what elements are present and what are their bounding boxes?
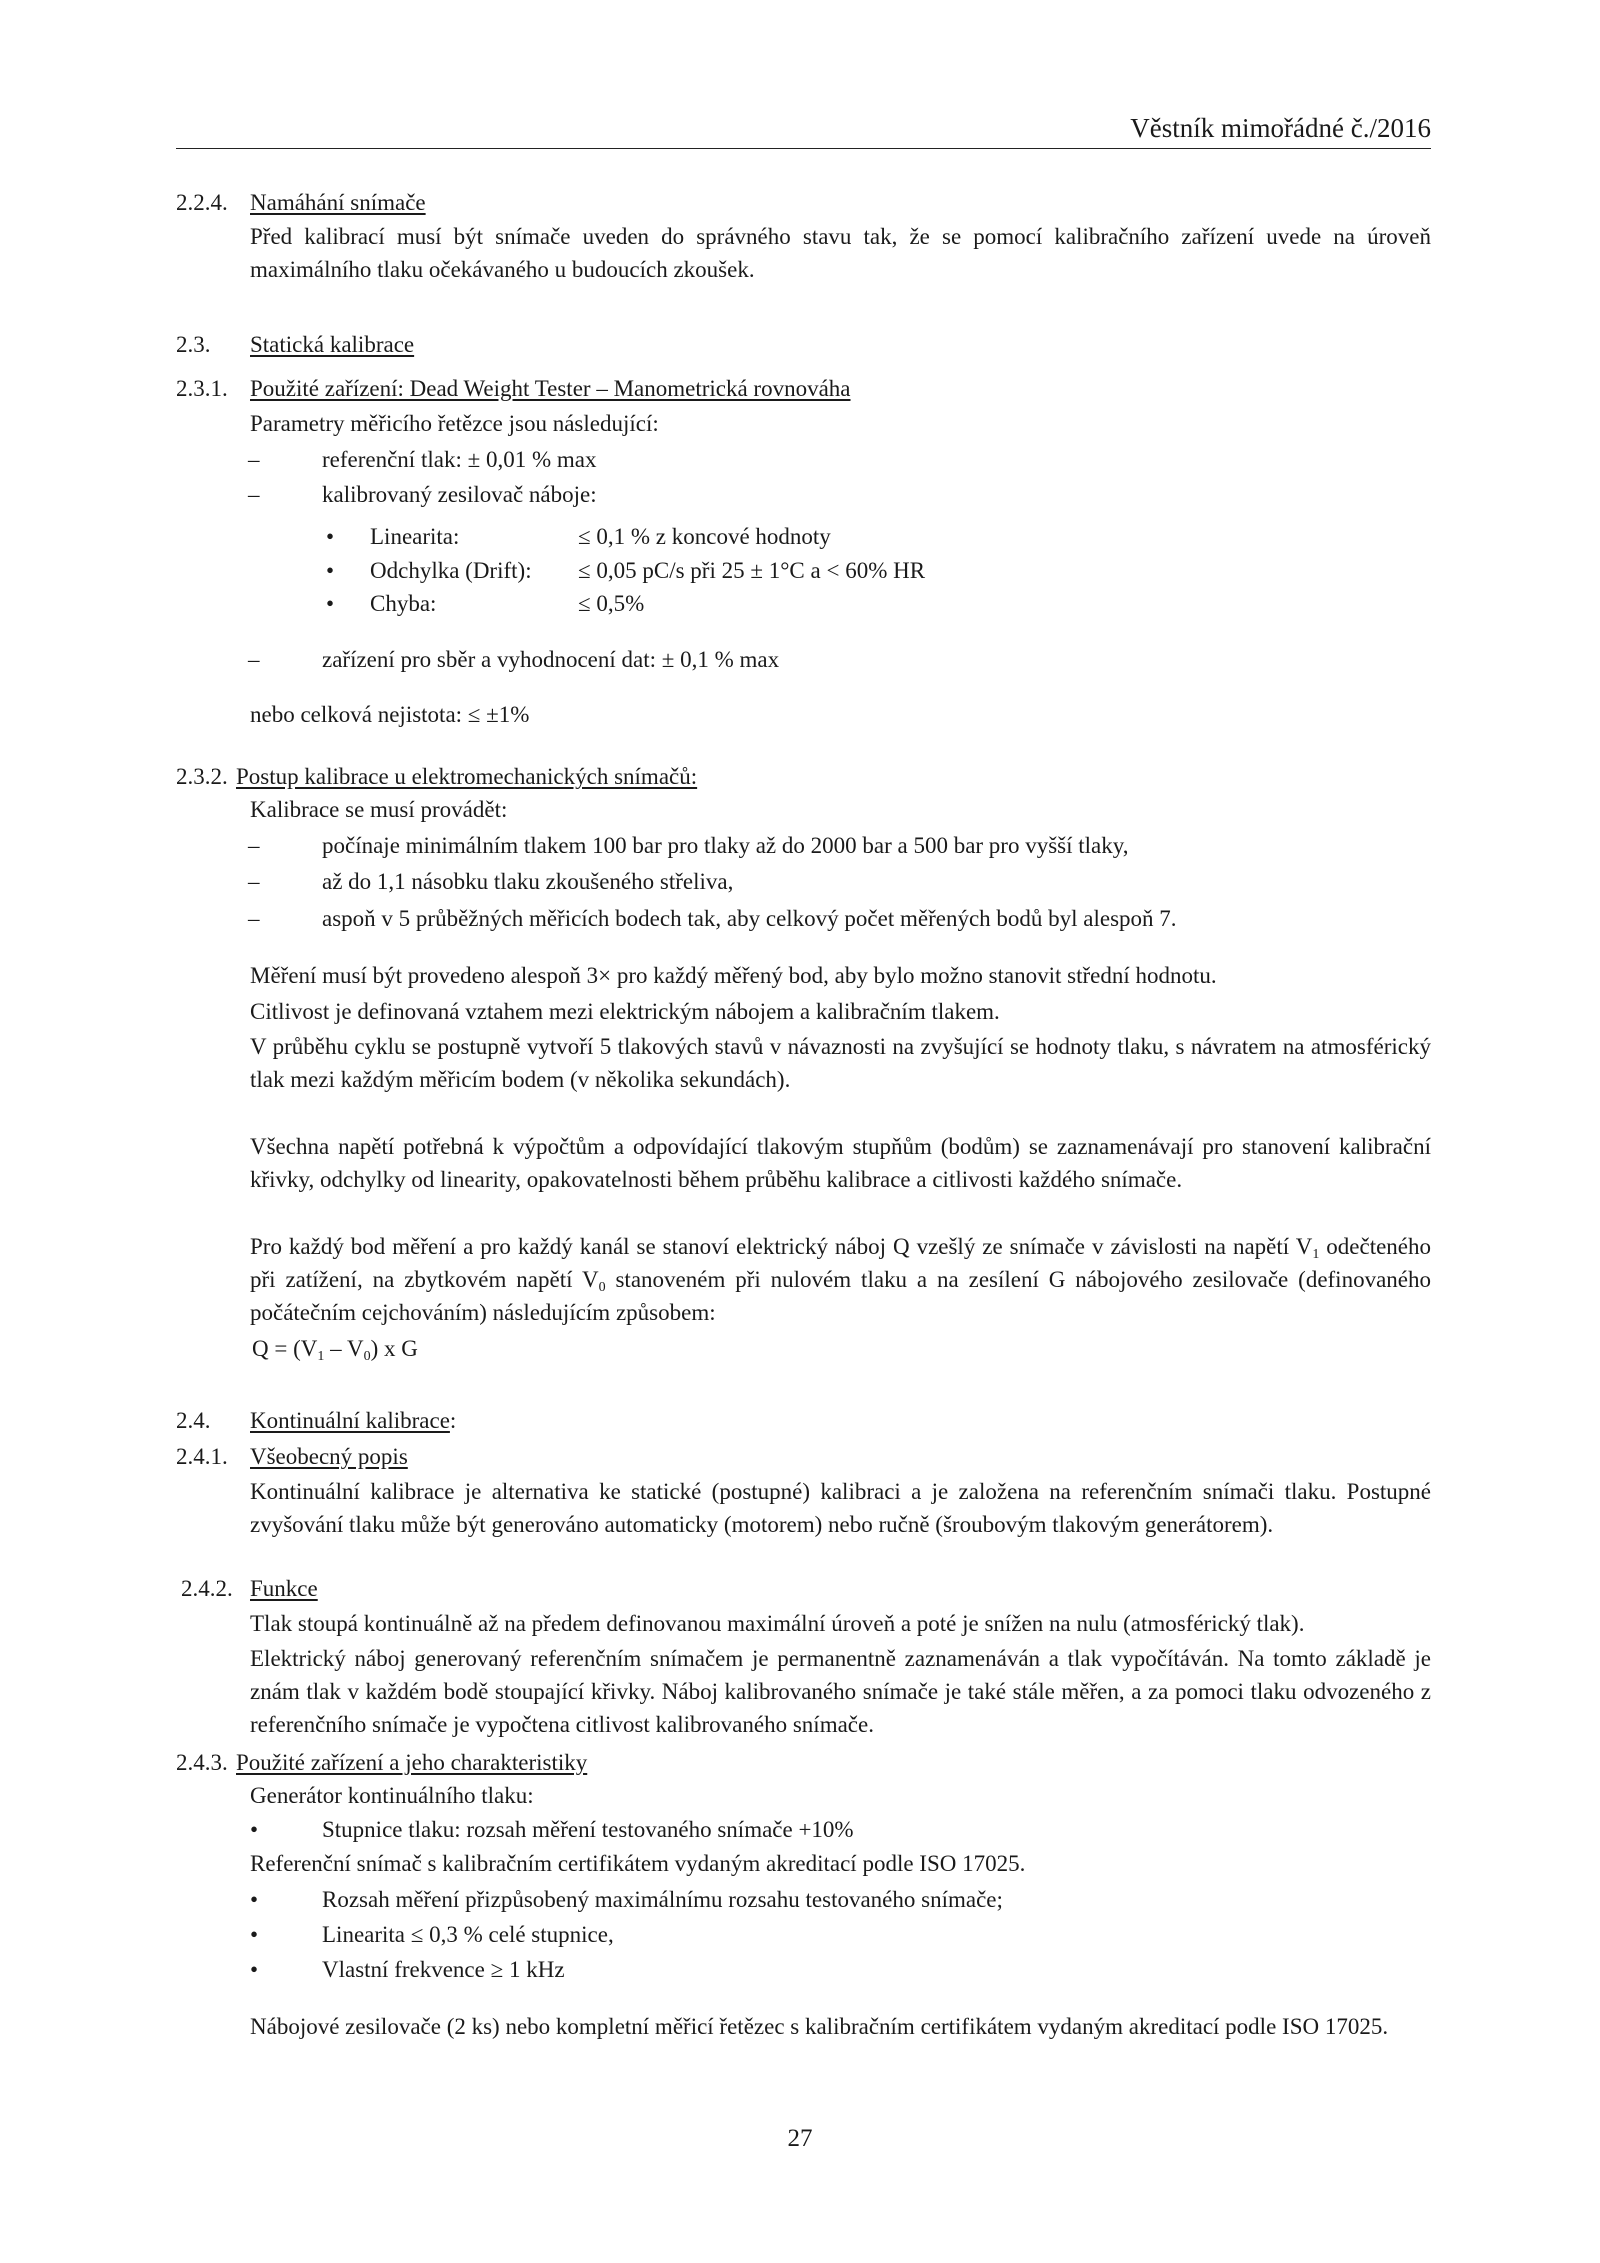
bullet-marker: • — [326, 558, 335, 583]
section-heading: Všeobecný popis — [250, 1444, 408, 1469]
parameter-label: Linearita: — [370, 524, 460, 549]
paragraph: Referenční snímač s kalibračním certifikátem vydaným akreditací podle ISO 17025. — [250, 1851, 1026, 1876]
list-item: referenční tlak: ± 0,01 % max — [322, 447, 597, 472]
list-item: Linearita ≤ 0,3 % celé stupnice, — [322, 1922, 614, 1947]
section-heading: Kontinuální kalibrace: — [250, 1408, 457, 1433]
section-number: 2.4.1. — [176, 1444, 228, 1469]
bullet-marker: • — [250, 1817, 259, 1842]
list-item: kalibrovaný zesilovač náboje: — [322, 482, 597, 507]
section-heading: Použité zařízení a jeho charakteristiky — [236, 1750, 588, 1775]
paragraph: Před kalibrací musí být snímače uveden do správného stavu tak, že se pomocí kalibračního zařízení uvede na úroveň maximálního tlaku očekávaného u budoucích zkoušek. — [250, 224, 1431, 282]
bullet-marker: • — [250, 1887, 259, 1912]
section-number: 2.3.1. — [176, 376, 228, 401]
dash-marker: – — [248, 647, 260, 672]
bullet-marker: • — [250, 1922, 259, 1947]
bullet-marker: • — [250, 1957, 259, 1982]
running-header — [176, 110, 1431, 149]
list-item: zařízení pro sběr a vyhodnocení dat: ± 0,1 % max — [322, 647, 780, 672]
bullet-marker: • — [326, 591, 335, 616]
paragraph: Tlak stoupá kontinuálně až na předem definovanou maximální úroveň a poté je snížen na nulu (atmosférický tlak). — [250, 1611, 1305, 1636]
paragraph: Parametry měřicího řetězce jsou následující: — [250, 411, 659, 436]
paragraph: V průběhu cyklu se postupně vytvoří 5 tlakových stavů v návaznosti na zvyšující se hodnoty tlaku, s návratem na atmosférický tlak mezi každým měřicím bodem (v několika sekundách). — [250, 1034, 1431, 1092]
dash-marker: – — [248, 906, 260, 931]
parameter-label: Odchylka (Drift): — [370, 558, 532, 583]
section-number: 2.4.2. — [181, 1576, 233, 1601]
paragraph: Citlivost je definovaná vztahem mezi elektrickým nábojem a kalibračním tlakem. — [250, 999, 1000, 1024]
section-heading: Namáhání snímače — [250, 190, 426, 215]
section-heading: Použité zařízení: Dead Weight Tester – Manometrická rovnováha — [250, 376, 851, 401]
list-item: Rozsah měření přizpůsobený maximálnímu rozsahu testovaného snímače; — [322, 1887, 1003, 1912]
parameter-value: ≤ 0,1 % z koncové hodnoty — [578, 524, 831, 549]
paragraph: Měření musí být provedeno alespoň 3× pro každý měřený bod, aby bylo možno stanovit střední hodnotu. — [250, 963, 1217, 988]
paragraph: Elektrický náboj generovaný referenčním snímačem je permanentně zaznamenáván a tlak vypočítáván. Na tomto základě je znám tlak v každém bodě stoupající křivky. Náboj kalibrovaného snímače je také stále měřen, a za pomoci tlaku odvozeného z referenčního snímače je vypočtena citlivost kalibrovaného snímače. — [250, 1646, 1431, 1737]
section-number: 2.3. — [176, 332, 211, 357]
list-item: až do 1,1 násobku tlaku zkoušeného střeliva, — [322, 869, 734, 894]
paragraph: Kontinuální kalibrace je alternativa ke statické (postupné) kalibraci a je založena na referenčním snímači tlaku. Postupné zvyšování tlaku může být generováno automaticky (motorem) nebo ručně (šroubovým tlakovým generátorem). — [250, 1479, 1431, 1537]
paragraph: Nábojové zesilovače (2 ks) nebo kompletní měřicí řetězec s kalibračním certifikátem vydaným akreditací podle ISO 17025. — [250, 2014, 1389, 2039]
dash-marker: – — [248, 833, 260, 858]
section-heading: Statická kalibrace — [250, 332, 415, 357]
formula: $Q = (V_1 - V_0)$ x G — [252, 1336, 418, 1364]
parameter-label: Chyba: — [370, 591, 437, 616]
parameter-value: ≤ 0,5% — [578, 591, 645, 616]
section-number: 2.4. — [176, 1408, 211, 1433]
paragraph: Všechna napětí potřebná k výpočtům a odpovídající tlakovým stupňům (bodům) se zaznamenávají pro stanovení kalibrační křivky, odchylky od linearity, opakovatelnosti během průběhu kalibrace a citlivosti každého snímače. — [250, 1134, 1431, 1192]
list-item: Stupnice tlaku: rozsah měření testovaného snímače +10% — [322, 1817, 854, 1842]
section-heading: Funkce — [250, 1576, 318, 1601]
section-number: 2.4.3. — [176, 1750, 228, 1775]
paragraph: nebo celková nejistota: ≤ ±1% — [250, 702, 530, 727]
dash-marker: – — [248, 447, 260, 472]
list-item: počínaje minimálním tlakem 100 bar pro tlaky až do 2000 bar a 500 bar pro vyšší tlaky, — [322, 833, 1129, 858]
section-number: 2.2.4. — [176, 190, 228, 215]
paragraph: Kalibrace se musí provádět: — [250, 797, 508, 822]
bullet-marker: • — [326, 524, 335, 549]
section-number: 2.3.2. — [176, 764, 228, 789]
dash-marker: – — [248, 869, 260, 894]
list-item: Vlastní frekvence ≥ 1 kHz — [322, 1957, 565, 1982]
page-number: 27 — [787, 2125, 813, 2152]
paragraph: Pro každý bod měření a pro každý kanál se stanoví elektrický náboj Q vzešlý ze snímače v závislosti na napětí $V_1$ odečteného při zatížení, na zbytkovém napětí $V_0$ stanoveném při nulovém tlaku a na zesílení G nábojového zesilovače (definovaného počátečním cejchováním) následujícím způsobem: — [250, 1234, 1431, 1325]
dash-marker: – — [248, 482, 260, 507]
paragraph: Generátor kontinuálního tlaku: — [250, 1783, 534, 1808]
parameter-value: ≤ 0,05 pC/s při 25 ± 1°C a < 60% HR — [578, 558, 926, 583]
header-title: Věstník mimořádné č./2016 — [1130, 113, 1431, 143]
section-heading: Postup kalibrace u elektromechanických snímačů: — [236, 764, 698, 789]
list-item: aspoň v 5 průběžných měřicích bodech tak, aby celkový počet měřených bodů byl alespoň 7. — [322, 906, 1177, 931]
